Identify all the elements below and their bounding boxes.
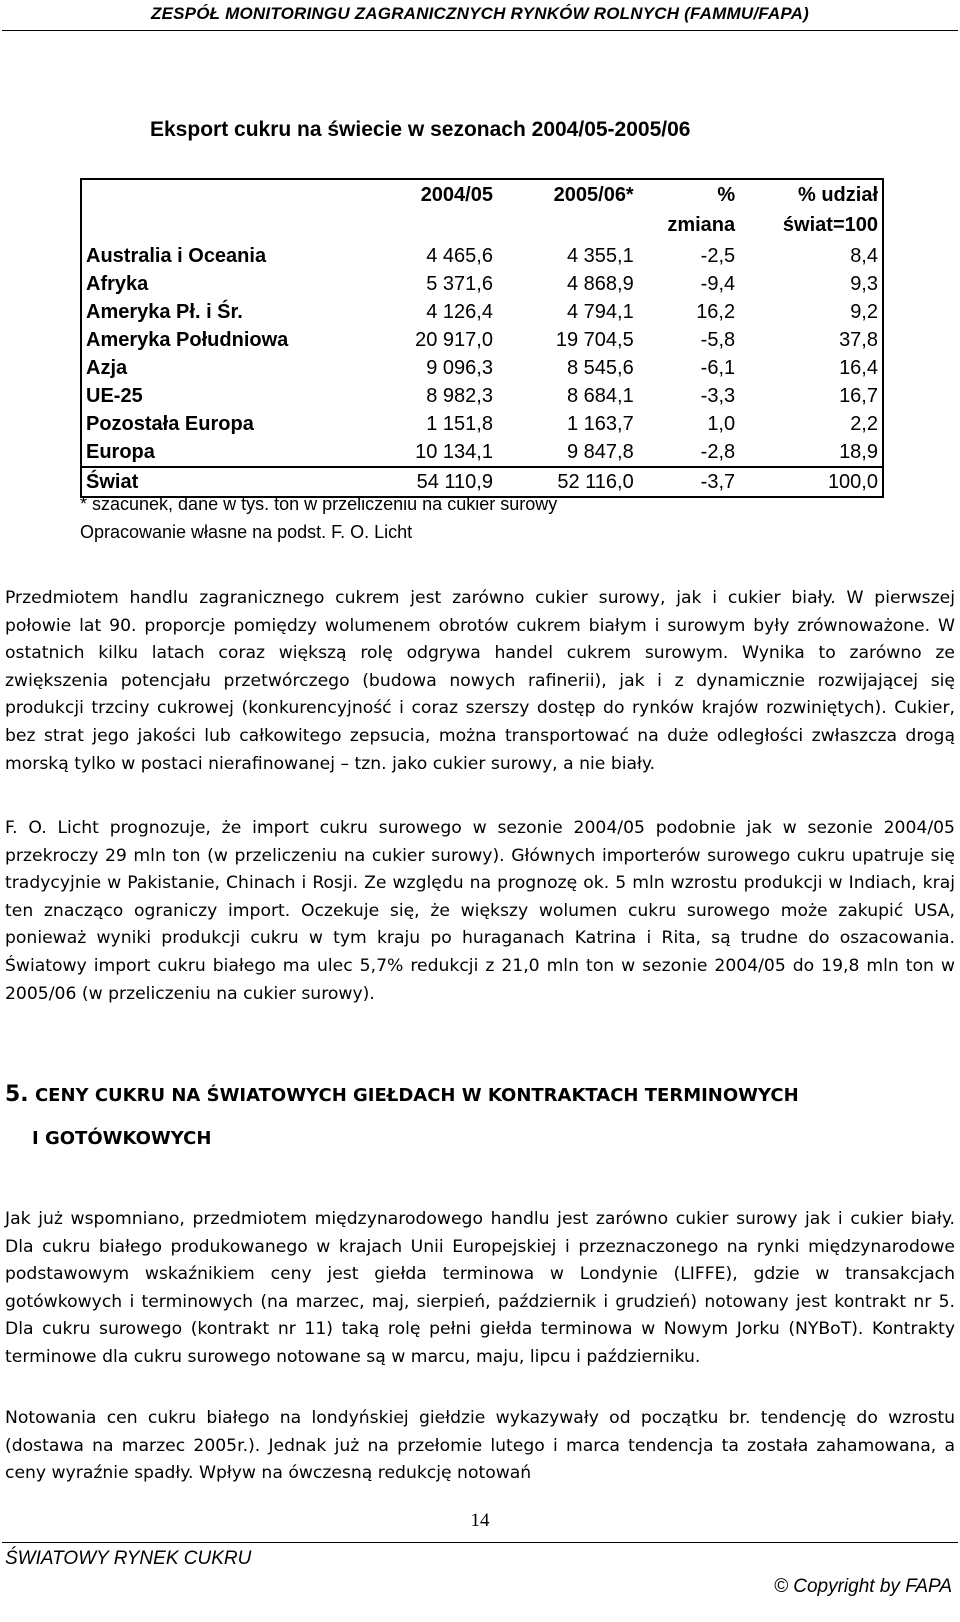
paragraph-text: F. O. Licht prognozuje, że import cukru surowego w sezonie 2004/05 podobnie jak w sezonie 2004/05 przekroczy 29 mln ton (w przeliczeniu na cukier surowy). Głównych importerów surowego cukru upatruje się tradycyjnie w Pakistanie, Chinach i Rosji. Ze względu na prognozę ok. 5 mln wzrostu produkcji w Indiach, kraj ten znacząco ograniczy import. Oczekuje się, że większy wolumen cukru surowego może zakupić USA, ponieważ wyniki produkcji cukru w tym kraju po huraganach Katrina i Rita, są trudne do oszacowania. Światowy import cukru białego ma ulec 5,7% redukcji z 21,0 mln ton w sezonie 2004/05 do 19,8 mln ton w 2005/06 (w przeliczeniu na cukier surowy). [5, 818, 955, 1004]
cell-share: 100,0 [739, 467, 883, 497]
cell-change: -3,3 [700, 385, 736, 407]
cell-2004-05: 4 465,6 [426, 245, 493, 267]
cell-2005-06: 9 847,8 [566, 441, 634, 463]
cell-2005-06: 52 116,0 [497, 467, 638, 497]
cell-region: Ameryka Pł. i Śr. [86, 301, 243, 323]
cell-change: -5,8 [700, 329, 736, 351]
cell-region: UE-25 [86, 385, 143, 407]
cell-share: 9,2 [850, 301, 878, 323]
cell-change: -3,7 [638, 467, 739, 497]
cell-region: Pozostała Europa [86, 413, 254, 435]
table-row [81, 354, 883, 382]
table-note: * szacunek, dane w tys. ton w przeliczeniu na cukier surowy [80, 494, 558, 514]
paragraph-text: Notowania cen cukru białego na londyńskiej giełdzie wykazywały od początku br. tendencję do wzrostu (dostawa na marzec 2005r.). Jednak już na przełomie lutego i marca tendencja ta została zahamowana, a ceny wyraźnie spadły. Wpływ na ówczesną redukcję notowań [5, 1408, 955, 1484]
cell-change: -6,1 [700, 357, 736, 379]
cell-2004-05: 1 151,8 [426, 413, 493, 435]
cell-share: 8,4 [850, 245, 878, 267]
cell-2004-05: 4 126,4 [426, 301, 493, 323]
running-header: ZESPÓŁ MONITORINGU ZAGRANICZNYCH RYNKÓW ROLNYCH (FAMMU/FAPA) [151, 4, 809, 23]
cell-2004-05: 8 982,3 [426, 385, 493, 407]
header-2005-06: 2005/06* [553, 184, 634, 206]
header-divider [2, 30, 958, 31]
cell-change: 1,0 [707, 413, 736, 435]
table-row [81, 298, 883, 326]
cell-2004-05: 5 371,6 [426, 273, 493, 295]
paragraph-text: Jak już wspomniano, przedmiotem międzynarodowego handlu jest zarówno cukier surowy jak i cukier biały. Dla cukru białego produkowanego w krajach Unii Europejskiej i przeznaczonego na rynki międzynarodowe podstawowym wskaźnikiem ceny jest giełda terminowa w Londynie (LIFFE), gdzie w transakcjach gotówkowych i terminowych (na marzec, maj, sierpień, październik i grudzień) notowany jest kontrakt nr 5. Dla cukru surowego (kontrakt nr 11) taką rolę pełni giełda terminowa w Nowym Jorku (NYBoT). Kontrakty terminowe dla cukru surowego notowane są w marcu, maju, lipcu i październiku. [5, 1209, 955, 1367]
table-row [81, 242, 883, 270]
table-row [81, 382, 883, 410]
section-paragraph-2 [5, 1405, 955, 1488]
cell-region: Ameryka Południowa [86, 329, 289, 351]
cell-share: 2,2 [850, 413, 878, 435]
cell-2005-06: 8 684,1 [566, 385, 634, 407]
table-source: Opracowanie własne na podst. F. O. Licht [80, 522, 413, 542]
table-row [81, 410, 883, 438]
cell-region: Afryka [86, 273, 149, 295]
cell-2005-06: 4 868,9 [566, 273, 634, 295]
cell-2005-06: 1 163,7 [566, 413, 634, 435]
paragraph-1 [5, 585, 955, 778]
page-number: 14 [470, 1510, 490, 1531]
cell-2005-06: 4 355,1 [566, 245, 634, 267]
cell-share: 37,8 [839, 329, 878, 351]
section-title-line1: CENY CUKRU NA ŚWIATOWYCH GIEŁDACH W KONTRAKTACH TERMINOWYCH [34, 1085, 799, 1106]
cell-2005-06: 4 794,1 [566, 301, 634, 323]
section-number: 5. [5, 1082, 29, 1107]
cell-change: -9,4 [700, 273, 736, 295]
table-row [81, 467, 883, 497]
cell-2005-06: 19 704,5 [555, 329, 634, 351]
section-heading [5, 1082, 799, 1107]
footer-divider [2, 1542, 958, 1543]
export-table [80, 178, 884, 498]
cell-region: Europa [86, 441, 155, 463]
cell-share: 16,7 [839, 385, 878, 407]
table-row [81, 270, 883, 298]
table-title: Eksport cukru na świecie w sezonach 2004/05-2005/06 [150, 118, 691, 141]
cell-region: Australia i Oceania [86, 245, 267, 267]
cell-share: 16,4 [839, 357, 878, 379]
header-share: % udział świat=100 [782, 184, 878, 236]
cell-change: -2,5 [700, 245, 736, 267]
table-row [81, 326, 883, 354]
table-header-row [81, 179, 883, 242]
cell-region: Azja [86, 357, 128, 379]
paragraph-text: Przedmiotem handlu zagranicznego cukrem jest zarówno cukier surowy, jak i cukier biały. W pierwszej połowie lat 90. proporcje pomiędzy wolumenem obrotów cukrem białym i surowym były zrównoważone. W ostatnich kilku latach coraz większą rolę odgrywa handel cukrem surowym. Wynika to zarówno ze zwiększenia potencjału przetwórczego (budowa nowych rafinerii), jak i z dynamicznie rozwijającej się produkcji trzciny cukrowej (konkurencyjność i coraz szerszy dostęp do rynków krajów rozwiniętych). Cukier, bez strat jego jakości lub całkowitego zepsucia, można transportować na duże odległości zwłaszcza drogą morską tylko w postaci nierafinowanej – tzn. jako cukier surowy, a nie biały. [5, 588, 955, 774]
header-region [81, 179, 380, 242]
section-title-line2: I GOTÓWKOWYCH [32, 1128, 212, 1149]
cell-2004-05: 9 096,3 [426, 357, 493, 379]
footer-copyright: © Copyright by FAPA [773, 1576, 952, 1597]
table-row [81, 438, 883, 467]
cell-2005-06: 8 545,6 [566, 357, 634, 379]
cell-region: Świat [81, 467, 380, 497]
cell-change: 16,2 [696, 301, 736, 323]
footer-publication: ŚWIATOWY RYNEK CUKRU [5, 1548, 252, 1569]
cell-share: 9,3 [850, 273, 878, 295]
cell-2004-05: 54 110,9 [380, 467, 497, 497]
cell-2004-05: 10 134,1 [415, 441, 493, 463]
cell-change: -2,8 [700, 441, 736, 463]
cell-share: 18,9 [839, 441, 878, 463]
section-paragraph-1 [5, 1206, 955, 1372]
cell-2004-05: 20 917,0 [415, 329, 493, 351]
paragraph-2 [5, 815, 955, 1008]
header-change: % zmiana [667, 184, 736, 236]
header-2004-05: 2004/05 [420, 184, 493, 206]
